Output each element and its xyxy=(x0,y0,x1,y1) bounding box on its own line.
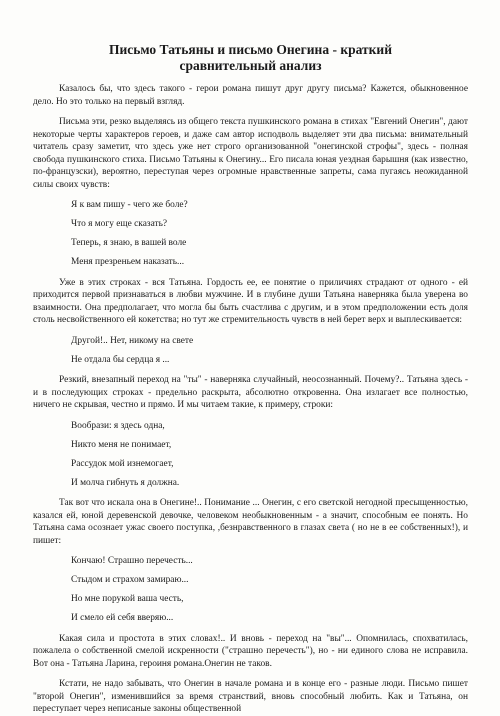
verse-line: Что я могу еще сказать? xyxy=(71,219,168,229)
paragraph: Письма эти, резко выделяясь из общего текста пушкинского романа в стихах "Евгений Онегин", дают некоторые черты характеров героев, и даже сам автор исподволь выделяет эти два письма: внимательный читатель сразу заметит, что здесь уже нет строго организованной "онегинской строфы", здесь - полная свобода пушкинского стиха. Письмо Татьяны к Онегину... Его писала юная уездная барышня (как известно, по-французски), вероятно, переступая через огромные нравственные запреты, сама пугаясь неожиданной силы своих чувств: xyxy=(33,117,468,190)
paragraph: Какая сила и простота в этих словах!.. И вновь - переход на "вы"... Опомнилась, спохватилась, пожалела о собственной смелой искренности ("страшно перечесть"), но - ни единого слова не исправила. Вот она - Татьяна Ларина, героиня романа.Онегин не таков. xyxy=(33,633,468,669)
verse-line: Не отдала бы сердца я ... xyxy=(71,354,170,365)
verse-line: И смело ей себя вверяю... xyxy=(71,613,174,623)
paragraph: Уже в этих строках - вся Татьяна. Гордость ее, ее понятие о приличиях страдают от одного - ей приходится первой признаваться в любви мужчине. И в глубине души Татьяна наверняка была уверена во взаимности. Она предполагает, что могла бы быть счастлива с другим, и в этом предположении есть доля столь несвойственного ей кокетства; но тут же стремительность чувств в ней берет верх и выплескивается: xyxy=(33,277,468,325)
verse-line: Кончаю! Страшно перечесть... xyxy=(71,556,193,566)
verse-line: Я к вам пишу - чего же боле? xyxy=(71,200,188,210)
document-title: Письмо Татьяны и письмо Онегина - краткий сравнительный анализ xyxy=(109,42,392,73)
verse-line: Рассудок мой изнемогает, xyxy=(71,458,174,469)
verse-line: Никто меня не понимает, xyxy=(71,439,172,450)
paragraph: Резкий, внезапный переход на "ты" - наверняка случайный, неосознанный. Почему?.. Татьяна здесь - и в последующих строках - предельно раскрыта, абсолютно откровенна. Она излагает все полностью, ничего не скрывая, честно и прямо. И мы читаем такие, к примеру, строки: xyxy=(33,375,468,410)
verse-line: Теперь, я знаю, в вашей воле xyxy=(71,238,187,248)
verse-line: Вообрази: я здесь одна, xyxy=(71,420,165,431)
verse-line: Стыдом и страхом замираю... xyxy=(71,575,189,585)
verse-line: Но мне порукой ваша честь, xyxy=(71,594,184,604)
verse-line: Другой!.. Нет, никому на свете xyxy=(71,335,194,346)
paragraph: Казалось бы, что здесь такого - герои романа пишут друг другу письма? Кажется, обыкновенное дело. Но это только на первый взгляд. xyxy=(33,84,468,107)
verse-line: Меня презреньем наказать... xyxy=(71,257,185,267)
paragraph: Так вот что искала она в Онегине!.. Понимание ... Онегин, с его светской негодной пресыщенностью, казался ей, юной деревенской девочке, человеком необыкновенным - а значит, способным ее понять. Но Татьяна сама осознает ужас своего поступка, ,безнравственного в глазах света ( но не в ее собственных!), и пишет: xyxy=(33,498,468,546)
paragraph: Кстати, не надо забывать, что Онегин в начале романа и в конце его - разные люди. Письмо пишет "второй Онегин", изменившийся за время странствий, вновь способный любить. Как и Татьяна, он переступает через неписаные законы общественной xyxy=(33,679,468,714)
verse-line: И молча гибнуть я должна. xyxy=(71,477,180,488)
